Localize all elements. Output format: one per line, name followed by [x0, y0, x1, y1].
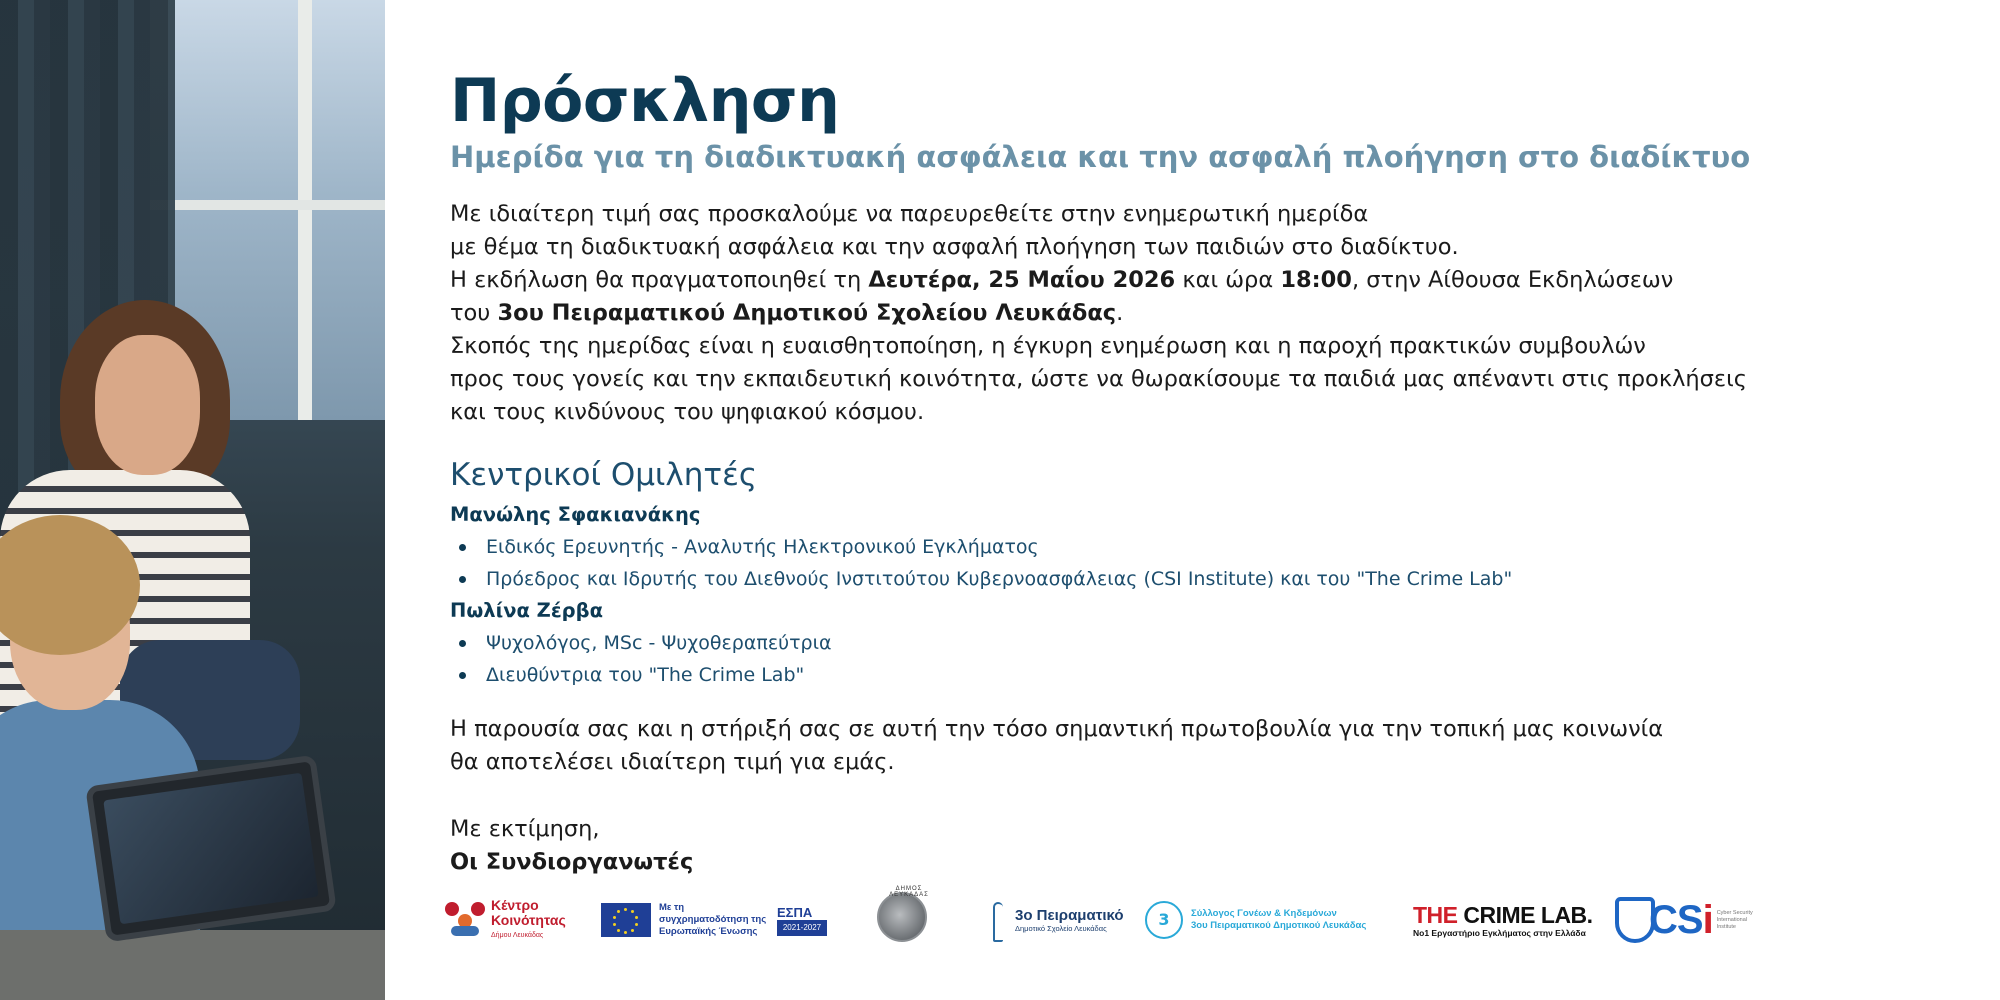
- hero-photo: [0, 0, 385, 1000]
- page-title: Πρόσκληση: [450, 66, 840, 136]
- greeting: Με εκτίμηση,: [450, 816, 600, 842]
- sponsor-logos: [445, 886, 1765, 948]
- page-subtitle: Ημερίδα για τη διαδικτυακή ασφάλεια και την ασφαλή πλοήγηση στο διαδίκτυο: [450, 140, 1751, 174]
- event-venue: 3ου Πειραματικού Δημοτικού Σχολείου Λευκάδας: [497, 300, 1117, 326]
- swan-icon: [983, 898, 1011, 942]
- espa-logo: Με τη συγχρηματοδότηση της Ευρωπαϊκής Ένωσης ΕΣΠΑ 2021-2027: [601, 892, 827, 948]
- speaker-roles: [450, 627, 1970, 691]
- crime-lab-logo: THE CRIME LAB. No1 Εργαστήριο Εγκλήματος στην Ελλάδα: [1413, 902, 1593, 938]
- speaker-roles: [450, 531, 1970, 595]
- invitation-content: [450, 64, 1970, 879]
- signoff: [450, 813, 1970, 879]
- event-time: 18:00: [1280, 267, 1352, 293]
- event-date: Δευτέρα, 25 Μαΐου 2026: [868, 267, 1176, 293]
- csi-institute-logo: CSi Cyber Security International Institute: [1615, 892, 1755, 948]
- intro-text: Με ιδιαίτερη τιμή σας προσκαλούμε να παρευρεθείτε στην ενημερωτική ημερίδα με θέμα τη διαδικτυακή ασφάλεια και την ασφαλή πλοήγηση των παιδιών στο διαδίκτυο. Η εκδήλωση θα πραγματοποιηθεί τη Δευτέρα, 25 Μαΐου 2026 και ώρα 18:00, στην Αίθουσα Εκδηλώσεων του 3ου Πειραματικού Δημοτικού Σχολείου Λευκάδας. Σκοπός της ημερίδας είναι η ευαισθητοποίηση, η έγκυρη ενημέρωση και η παροχή πρακτικών συμβουλών προς τους γονείς και την εκπαιδευτική κοινότητα, ώστε να θωρακίσουμε τα παιδιά μας απέναντι στις προκλήσεις και τους κινδύνους του ψηφιακού κόσμου.: [450, 201, 1747, 425]
- closing-text: Η παρουσία σας και η στήριξή σας σε αυτή την τόσο σημαντική πρωτοβουλία για την τοπική μας κοινωνία θα αποτελέσει ιδιαίτερη τιμή για εμάς.: [450, 716, 1664, 775]
- people-icon: [445, 900, 485, 940]
- list-item: Ειδικός Ερευνητής - Αναλυτής Ηλεκτρονικού Εγκλήματος: [450, 531, 1970, 563]
- speaker-name: Πωλίνα Ζέρβα: [450, 599, 603, 622]
- school-logo: 3ο Πειραματικό Δημοτικό Σχολείο Λευκάδας: [983, 892, 1124, 948]
- parents-association-logo: 3 Σύλλογος Γονέων & Κηδεμόνων 3ου Πειραματικού Δημοτικού Λευκάδας: [1145, 892, 1366, 948]
- number-three-icon: 3: [1145, 901, 1183, 939]
- speakers-heading: Κεντρικοί Ομιλητές: [450, 457, 758, 493]
- eu-flag-icon: [601, 903, 651, 937]
- tablet: [85, 755, 337, 943]
- list-item: Ψυχολόγος, MSc - Ψυχοθεραπεύτρια: [450, 627, 1970, 659]
- coin-emblem-icon: [877, 892, 927, 942]
- speaker-name: Μανώλης Σφακιανάκης: [450, 503, 701, 526]
- dimos-lefkadas-logo: ΔΗΜΟΣ ΛΕΥΚΑΔΑΣ: [877, 892, 927, 948]
- list-item: Διευθύντρια του "The Crime Lab": [450, 659, 1970, 691]
- kentro-koinotitas-logo: Κέντρο Κοινότητας Δήμου Λευκάδας: [445, 892, 566, 948]
- organizers: Οι Συνδιοργανωτές: [450, 849, 694, 875]
- list-item: Πρόεδρος και Ιδρυτής του Διεθνούς Ινστιτούτου Κυβερνοασφάλειας (CSI Institute) και του "The Crime Lab": [450, 563, 1970, 595]
